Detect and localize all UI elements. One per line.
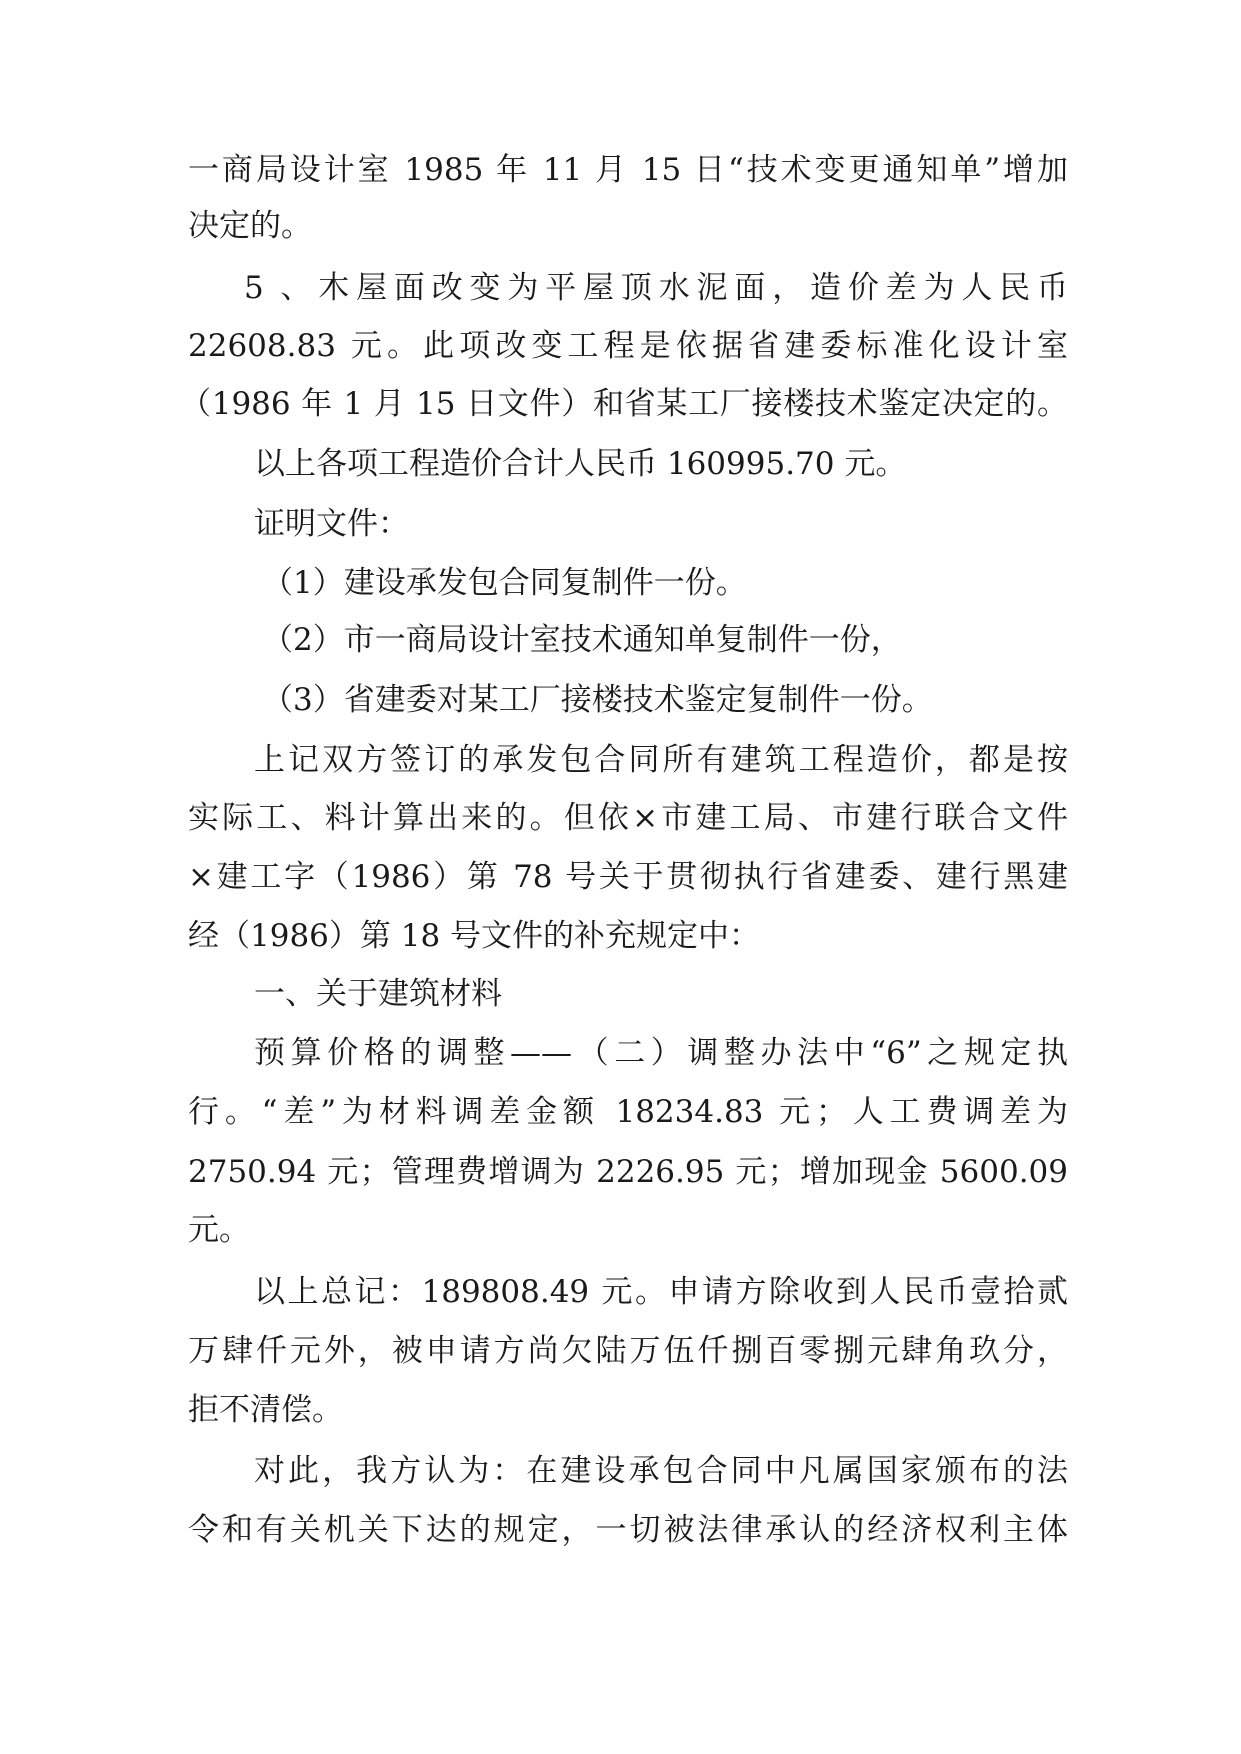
paragraph-line: 证明文件： — [254, 506, 409, 542]
paragraph-line: 实际工、料计算出来的。但依×市建工局、市建行联合文件 — [188, 800, 1068, 836]
paragraph-line: 决定的。 — [188, 208, 312, 244]
list-item: （3）省建委对某工厂接楼技术鉴定复制件一份。 — [262, 682, 933, 718]
paragraph-line: 一商局设计室 1985 年 11 月 15 日“技术变更通知单”增加 — [188, 152, 1068, 188]
paragraph-line: 以上总记：189808.49 元。申请方除收到人民币壹拾贰 — [254, 1274, 1068, 1310]
paragraph-line: （1986 年 1 月 15 日文件）和省某工厂接楼技术鉴定决定的。 — [180, 386, 1068, 422]
paragraph-line: 元。 — [188, 1212, 250, 1248]
paragraph-line: 2750.94 元；管理费增调为 2226.95 元；增加现金 5600.09 — [188, 1154, 1068, 1190]
list-item: （2）市一商局设计室技术通知单复制件一份， — [262, 622, 902, 658]
list-item: （1）建设承发包合同复制件一份。 — [262, 565, 747, 601]
paragraph-line: 上记双方签订的承发包合同所有建筑工程造价，都是按 — [254, 742, 1068, 778]
paragraph-line: 经（1986）第 18 号文件的补充规定中： — [188, 918, 761, 954]
paragraph-line: 一、关于建筑材料 — [254, 976, 502, 1012]
paragraph-line: 万肆仟元外，被申请方尚欠陆万伍仟捌百零捌元肆角玖分， — [188, 1333, 1068, 1369]
paragraph-line: 拒不清偿。 — [188, 1392, 343, 1428]
paragraph-line: 对此，我方认为：在建设承包合同中凡属国家颁布的法 — [254, 1453, 1068, 1489]
paragraph-line: 以上各项工程造价合计人民币 160995.70 元。 — [254, 446, 907, 482]
paragraph-line: ×建工字（1986）第 78 号关于贯彻执行省建委、建行黑建 — [188, 859, 1068, 895]
paragraph-line: 预算价格的调整——（二）调整办法中“6”之规定执 — [254, 1035, 1068, 1071]
paragraph-line: 22608.83 元。此项改变工程是依据省建委标准化设计室 — [188, 328, 1068, 364]
paragraph-line: 行。“差”为材料调差金额 18234.83 元；人工费调差为 — [188, 1094, 1068, 1130]
paragraph-line: 令和有关机关下达的规定，一切被法律承认的经济权利主体 — [188, 1512, 1068, 1548]
paragraph-line: 5 、木屋面改变为平屋顶水泥面，造价差为人民币 — [244, 270, 1068, 306]
